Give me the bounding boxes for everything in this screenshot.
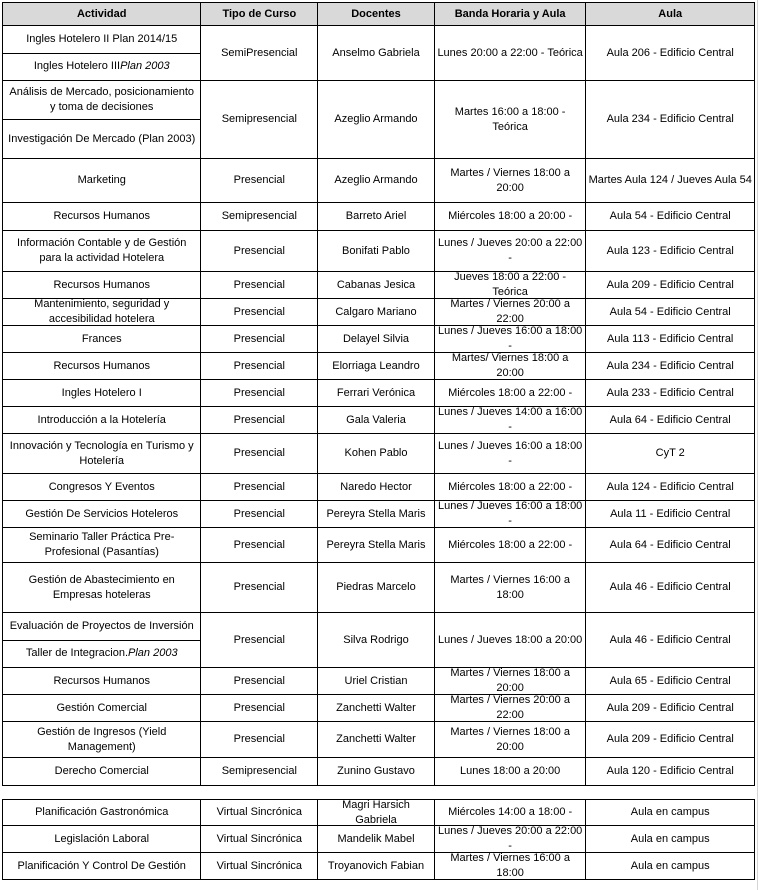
table-row <box>2 758 755 786</box>
header-docentes[interactable]: Docentes <box>318 3 435 25</box>
cell-docente[interactable]: Anselmo Gabriela <box>318 26 435 80</box>
table-row <box>2 613 755 668</box>
cell-banda-horaria[interactable]: Lunes / Jueves 18:00 a 20:00 <box>435 613 587 667</box>
cell-actividad[interactable] <box>3 563 201 612</box>
activity-name: Planificación Y Control De Gestión <box>17 859 186 872</box>
table-row <box>2 231 755 272</box>
header-aula[interactable]: Aula <box>658 7 683 20</box>
cell-banda-horaria[interactable]: Lunes 20:00 a 22:00 - Teórica <box>435 26 587 80</box>
cell-docente[interactable]: Gala Valeria <box>318 407 435 433</box>
activity-name: Gestión De Servicios Hoteleros <box>25 507 179 520</box>
activity-name: Seminario Taller Práctica Pre-Profesional (Pasantías) <box>29 531 175 558</box>
table-row <box>2 407 755 434</box>
cell-banda-horaria[interactable]: Lunes 18:00 a 20:00 <box>435 758 587 785</box>
cell-banda-horaria[interactable]: Miércoles 14:00 a 18:00 - <box>435 800 587 825</box>
cell-docente[interactable]: Mandelik Mabel <box>318 826 435 852</box>
activity-name: Gestión Comercial <box>56 701 147 714</box>
activity-name: Gestión de Abastecimiento en Empresas hoteleras <box>28 573 175 601</box>
activity-name: Recursos Humanos <box>53 278 151 291</box>
cell-aula[interactable]: Aula 234 - Edificio Central <box>606 113 734 125</box>
activity-name: Ingles Hotelero I <box>61 386 142 399</box>
table-row <box>2 26 755 81</box>
cell-docente[interactable]: Ferrari Verónica <box>318 380 435 406</box>
cell-actividad[interactable] <box>3 299 201 325</box>
cell-tipo-de-curso[interactable]: Presencial <box>201 434 318 473</box>
cell-actividad[interactable] <box>3 758 201 785</box>
cell-aula[interactable]: Aula 46 - Edificio Central <box>609 581 731 593</box>
cell-docente[interactable]: Zanchetti Walter <box>318 722 435 757</box>
table-row <box>2 799 755 826</box>
cell-docente[interactable]: Barreto Ariel <box>318 203 435 230</box>
cell-banda-horaria[interactable]: Martes / Viernes 18:00 a 20:00 <box>435 159 587 202</box>
activity-name: Información Contable y de Gestión para la actividad Hotelera <box>17 237 187 264</box>
table-row <box>2 299 755 326</box>
cell-aula[interactable]: Aula 54 - Edificio Central <box>609 305 731 318</box>
cell-docente[interactable]: Troyanovich Fabian <box>318 853 435 879</box>
cell-tipo-de-curso[interactable]: Semipresencial <box>201 203 318 230</box>
cell-aula[interactable]: Aula en campus <box>630 859 710 872</box>
table-row <box>2 722 755 758</box>
activity-name: Evaluación de Proyectos de Inversión <box>9 619 194 632</box>
activity-name: Ingles Hotelero II Plan 2014/15 <box>26 32 178 45</box>
activity-name: Recursos Humanos <box>53 359 151 372</box>
cell-actividad[interactable] <box>3 695 201 721</box>
cell-actividad[interactable] <box>3 353 201 379</box>
cell-docente[interactable]: Bonifati Pablo <box>318 231 435 271</box>
activity-name: Frances <box>81 332 122 345</box>
cell-docente[interactable]: Azeglio Armando <box>318 81 435 158</box>
cell-tipo-de-curso[interactable]: Presencial <box>201 474 318 500</box>
cell-actividad[interactable] <box>3 826 201 852</box>
cell-tipo-de-curso[interactable]: Presencial <box>201 695 318 721</box>
cell-docente[interactable]: Naredo Hector <box>318 474 435 500</box>
cell-tipo-de-curso[interactable]: Semipresencial <box>201 81 318 158</box>
header-banda-horaria[interactable]: Banda Horaria y Aula <box>435 3 587 25</box>
activity-name: Recursos Humanos <box>53 674 151 687</box>
cell-docente[interactable]: Silva Rodrigo <box>318 613 435 667</box>
cell-actividad[interactable] <box>3 380 201 406</box>
activity-name: Innovación y Tecnología en Turismo y Hotelería <box>9 439 194 467</box>
cell-banda-horaria[interactable]: Martes / Viernes 16:00 a 18:00 <box>435 563 587 612</box>
cell-aula[interactable]: Aula en campus <box>630 832 710 845</box>
cell-aula[interactable]: Aula 209 - Edificio Central <box>606 733 734 745</box>
cell-actividad[interactable] <box>3 326 201 352</box>
cell-banda-horaria[interactable]: Lunes / Jueves 16:00 a 18:00 - <box>435 434 587 473</box>
cell-banda-horaria[interactable]: Miércoles 18:00 a 20:00 - <box>435 203 587 230</box>
cell-actividad[interactable] <box>3 668 201 694</box>
cell-aula[interactable]: Aula 54 - Edificio Central <box>609 210 731 222</box>
cell-aula[interactable]: Aula 234 - Edificio Central <box>606 359 734 372</box>
cell-actividad[interactable] <box>3 272 201 298</box>
table-row <box>2 501 755 528</box>
activity-name: Taller de Integracion. Plan 2003 <box>3 640 200 668</box>
table-row <box>2 203 755 231</box>
cell-docente[interactable]: Kohen Pablo <box>318 434 435 473</box>
cell-actividad[interactable] <box>3 434 201 473</box>
cell-docente[interactable]: Zanchetti Walter <box>318 695 435 721</box>
cell-banda-horaria[interactable]: Lunes / Jueves 14:00 a 16:00 - <box>435 407 587 433</box>
cell-tipo-de-curso[interactable]: Presencial <box>201 380 318 406</box>
cell-docente[interactable]: Piedras Marcelo <box>318 563 435 612</box>
cell-aula[interactable]: Martes Aula 124 / Jueves Aula 54 <box>588 174 752 186</box>
activity-name: Congresos Y Eventos <box>48 480 155 493</box>
cell-aula[interactable]: Aula 113 - Edificio Central <box>607 332 734 345</box>
cell-actividad[interactable] <box>3 722 201 757</box>
cell-aula[interactable]: Aula 120 - Edificio Central <box>606 765 734 777</box>
activity-name: Marketing <box>77 174 126 186</box>
cell-actividad[interactable] <box>3 474 201 500</box>
cell-aula[interactable]: Aula 206 - Edificio Central <box>606 46 734 59</box>
cell-tipo-de-curso[interactable]: Presencial <box>201 159 318 202</box>
cell-tipo-de-curso[interactable]: Presencial <box>201 668 318 694</box>
table-row <box>2 353 755 380</box>
cell-tipo-de-curso[interactable]: Presencial <box>201 563 318 612</box>
table-row <box>2 853 755 880</box>
cell-actividad[interactable] <box>3 203 201 230</box>
cell-aula[interactable]: Aula 11 - Edificio Central <box>610 507 731 520</box>
cell-banda-horaria[interactable]: Miércoles 18:00 a 22:00 - <box>435 380 587 406</box>
cell-docente[interactable]: Pereyra Stella Maris <box>318 501 435 527</box>
activity-name: Ingles Hotelero III Plan 2003 <box>3 53 200 81</box>
table-row <box>2 434 755 474</box>
table-row <box>2 380 755 407</box>
cell-tipo-de-curso[interactable]: Semipresencial <box>201 758 318 785</box>
activity-name: Planificación Gastronómica <box>35 806 169 818</box>
cell-banda-horaria[interactable]: Martes / Viernes 18:00 a 20:00 <box>435 722 587 757</box>
cell-banda-horaria[interactable]: Lunes / Jueves 16:00 a 18:00 - <box>435 326 587 352</box>
activity-name: Recursos Humanos <box>53 210 151 222</box>
cell-tipo-de-curso[interactable]: Presencial <box>201 272 318 298</box>
cell-aula[interactable]: Aula 65 - Edificio Central <box>609 674 731 687</box>
cell-tipo-de-curso[interactable]: Presencial <box>201 231 318 271</box>
cell-banda-horaria[interactable]: Lunes / Jueves 16:00 a 18:00 - <box>435 501 587 527</box>
table-row <box>2 826 755 853</box>
cell-actividad[interactable] <box>3 159 201 202</box>
cell-docente[interactable]: Uriel Cristian <box>318 668 435 694</box>
cell-aula[interactable]: Aula 64 - Edificio Central <box>609 538 731 551</box>
cell-aula[interactable]: Aula 233 - Edificio Central <box>606 386 734 399</box>
header-actividad[interactable]: Actividad <box>3 3 201 25</box>
activity-name: Investigación De Mercado (Plan 2003) <box>3 119 200 158</box>
cell-docente[interactable]: Elorriaga Leandro <box>318 353 435 379</box>
cell-banda-horaria[interactable]: Jueves 18:00 a 22:00 - Teórica <box>435 272 587 298</box>
cell-docente[interactable]: Magri Harsich Gabriela <box>318 800 435 825</box>
header-tipo-de-curso[interactable]: Tipo de Curso <box>201 3 318 25</box>
activity-name: Gestión de Ingresos (Yield Management) <box>37 725 167 753</box>
cell-docente[interactable]: Cabanas Jesica <box>318 272 435 298</box>
grid-line <box>757 0 758 890</box>
cell-actividad[interactable] <box>3 407 201 433</box>
cell-tipo-de-curso[interactable]: Presencial <box>201 528 318 562</box>
table-row <box>2 474 755 501</box>
cell-aula[interactable]: Aula 123 - Edificio Central <box>606 244 734 257</box>
table-row <box>2 695 755 722</box>
cell-tipo-de-curso[interactable]: Presencial <box>201 613 318 667</box>
cell-actividad[interactable] <box>3 501 201 527</box>
cell-banda-horaria[interactable]: Martes 16:00 a 18:00 - Teórica <box>435 81 587 158</box>
cell-aula[interactable]: Aula en campus <box>630 806 710 818</box>
cell-docente[interactable]: Pereyra Stella Maris <box>318 528 435 562</box>
table-row <box>2 563 755 613</box>
table-row <box>2 272 755 299</box>
cell-banda-horaria[interactable]: Miércoles 18:00 a 22:00 - <box>435 528 587 562</box>
cell-tipo-de-curso[interactable]: Presencial <box>201 326 318 352</box>
cell-banda-horaria[interactable]: Miércoles 18:00 a 22:00 - <box>435 474 587 500</box>
cell-actividad[interactable] <box>3 800 201 825</box>
activity-name: Análisis de Mercado, posicionamiento y toma de decisiones <box>9 86 195 113</box>
cell-actividad[interactable] <box>3 231 201 271</box>
cell-banda-horaria[interactable]: Martes / Viernes 18:00 a 20:00 <box>435 668 587 694</box>
cell-banda-horaria[interactable]: Martes / Viernes 20:00 a 22:00 <box>435 299 587 325</box>
cell-banda-horaria[interactable]: Martes / Viernes 16:00 a 18:00 <box>435 853 587 879</box>
cell-banda-horaria[interactable]: Lunes / Jueves 20:00 a 22:00 - <box>435 231 587 271</box>
cell-aula[interactable]: Aula 46 - Edificio Central <box>609 633 731 646</box>
cell-actividad[interactable] <box>3 26 201 80</box>
cell-banda-horaria[interactable]: Lunes / Jueves 20:00 a 22:00 - <box>435 826 587 852</box>
table-header <box>2 2 755 26</box>
table-row <box>2 159 755 203</box>
cell-actividad[interactable] <box>3 528 201 562</box>
table-row <box>2 668 755 695</box>
cell-aula[interactable]: Aula 64 - Edificio Central <box>609 413 731 426</box>
cell-docente[interactable]: Azeglio Armando <box>318 159 435 202</box>
table-row <box>2 81 755 159</box>
activity-name: Introducción a la Hotelería <box>37 413 166 426</box>
cell-aula[interactable]: Aula 209 - Edificio Central <box>606 278 734 291</box>
activity-name: Legislación Laboral <box>54 832 150 845</box>
cell-tipo-de-curso[interactable]: SemiPresencial <box>201 26 318 80</box>
cell-docente[interactable]: Delayel Silvia <box>318 326 435 352</box>
cell-tipo-de-curso[interactable]: Presencial <box>201 407 318 433</box>
cell-aula[interactable]: CyT 2 <box>655 447 685 459</box>
cell-aula[interactable]: Aula 209 - Edificio Central <box>606 701 734 714</box>
activity-name: Derecho Comercial <box>54 765 149 777</box>
cell-banda-horaria[interactable]: Martes/ Viernes 18:00 a 20:00 <box>435 353 587 379</box>
cell-tipo-de-curso[interactable]: Presencial <box>201 299 318 325</box>
cell-actividad[interactable] <box>3 613 201 667</box>
cell-tipo-de-curso[interactable]: Virtual Sincrónica <box>201 826 318 852</box>
cell-tipo-de-curso[interactable]: Virtual Sincrónica <box>201 853 318 879</box>
cell-docente[interactable]: Zunino Gustavo <box>318 758 435 785</box>
cell-tipo-de-curso[interactable]: Virtual Sincrónica <box>201 800 318 825</box>
table-row <box>2 326 755 353</box>
table-row <box>2 528 755 563</box>
cell-aula[interactable]: Aula 124 - Edificio Central <box>606 480 734 493</box>
cell-tipo-de-curso[interactable]: Presencial <box>201 353 318 379</box>
cell-docente[interactable]: Calgaro Mariano <box>318 299 435 325</box>
cell-actividad[interactable] <box>3 81 201 158</box>
cell-actividad[interactable] <box>3 853 201 879</box>
cell-tipo-de-curso[interactable]: Presencial <box>201 501 318 527</box>
cell-tipo-de-curso[interactable]: Presencial <box>201 722 318 757</box>
activity-name: Mantenimiento, seguridad y accesibilidad hotelera <box>34 299 170 325</box>
cell-banda-horaria[interactable]: Martes / Viernes 20:00 a 22:00 <box>435 695 587 721</box>
